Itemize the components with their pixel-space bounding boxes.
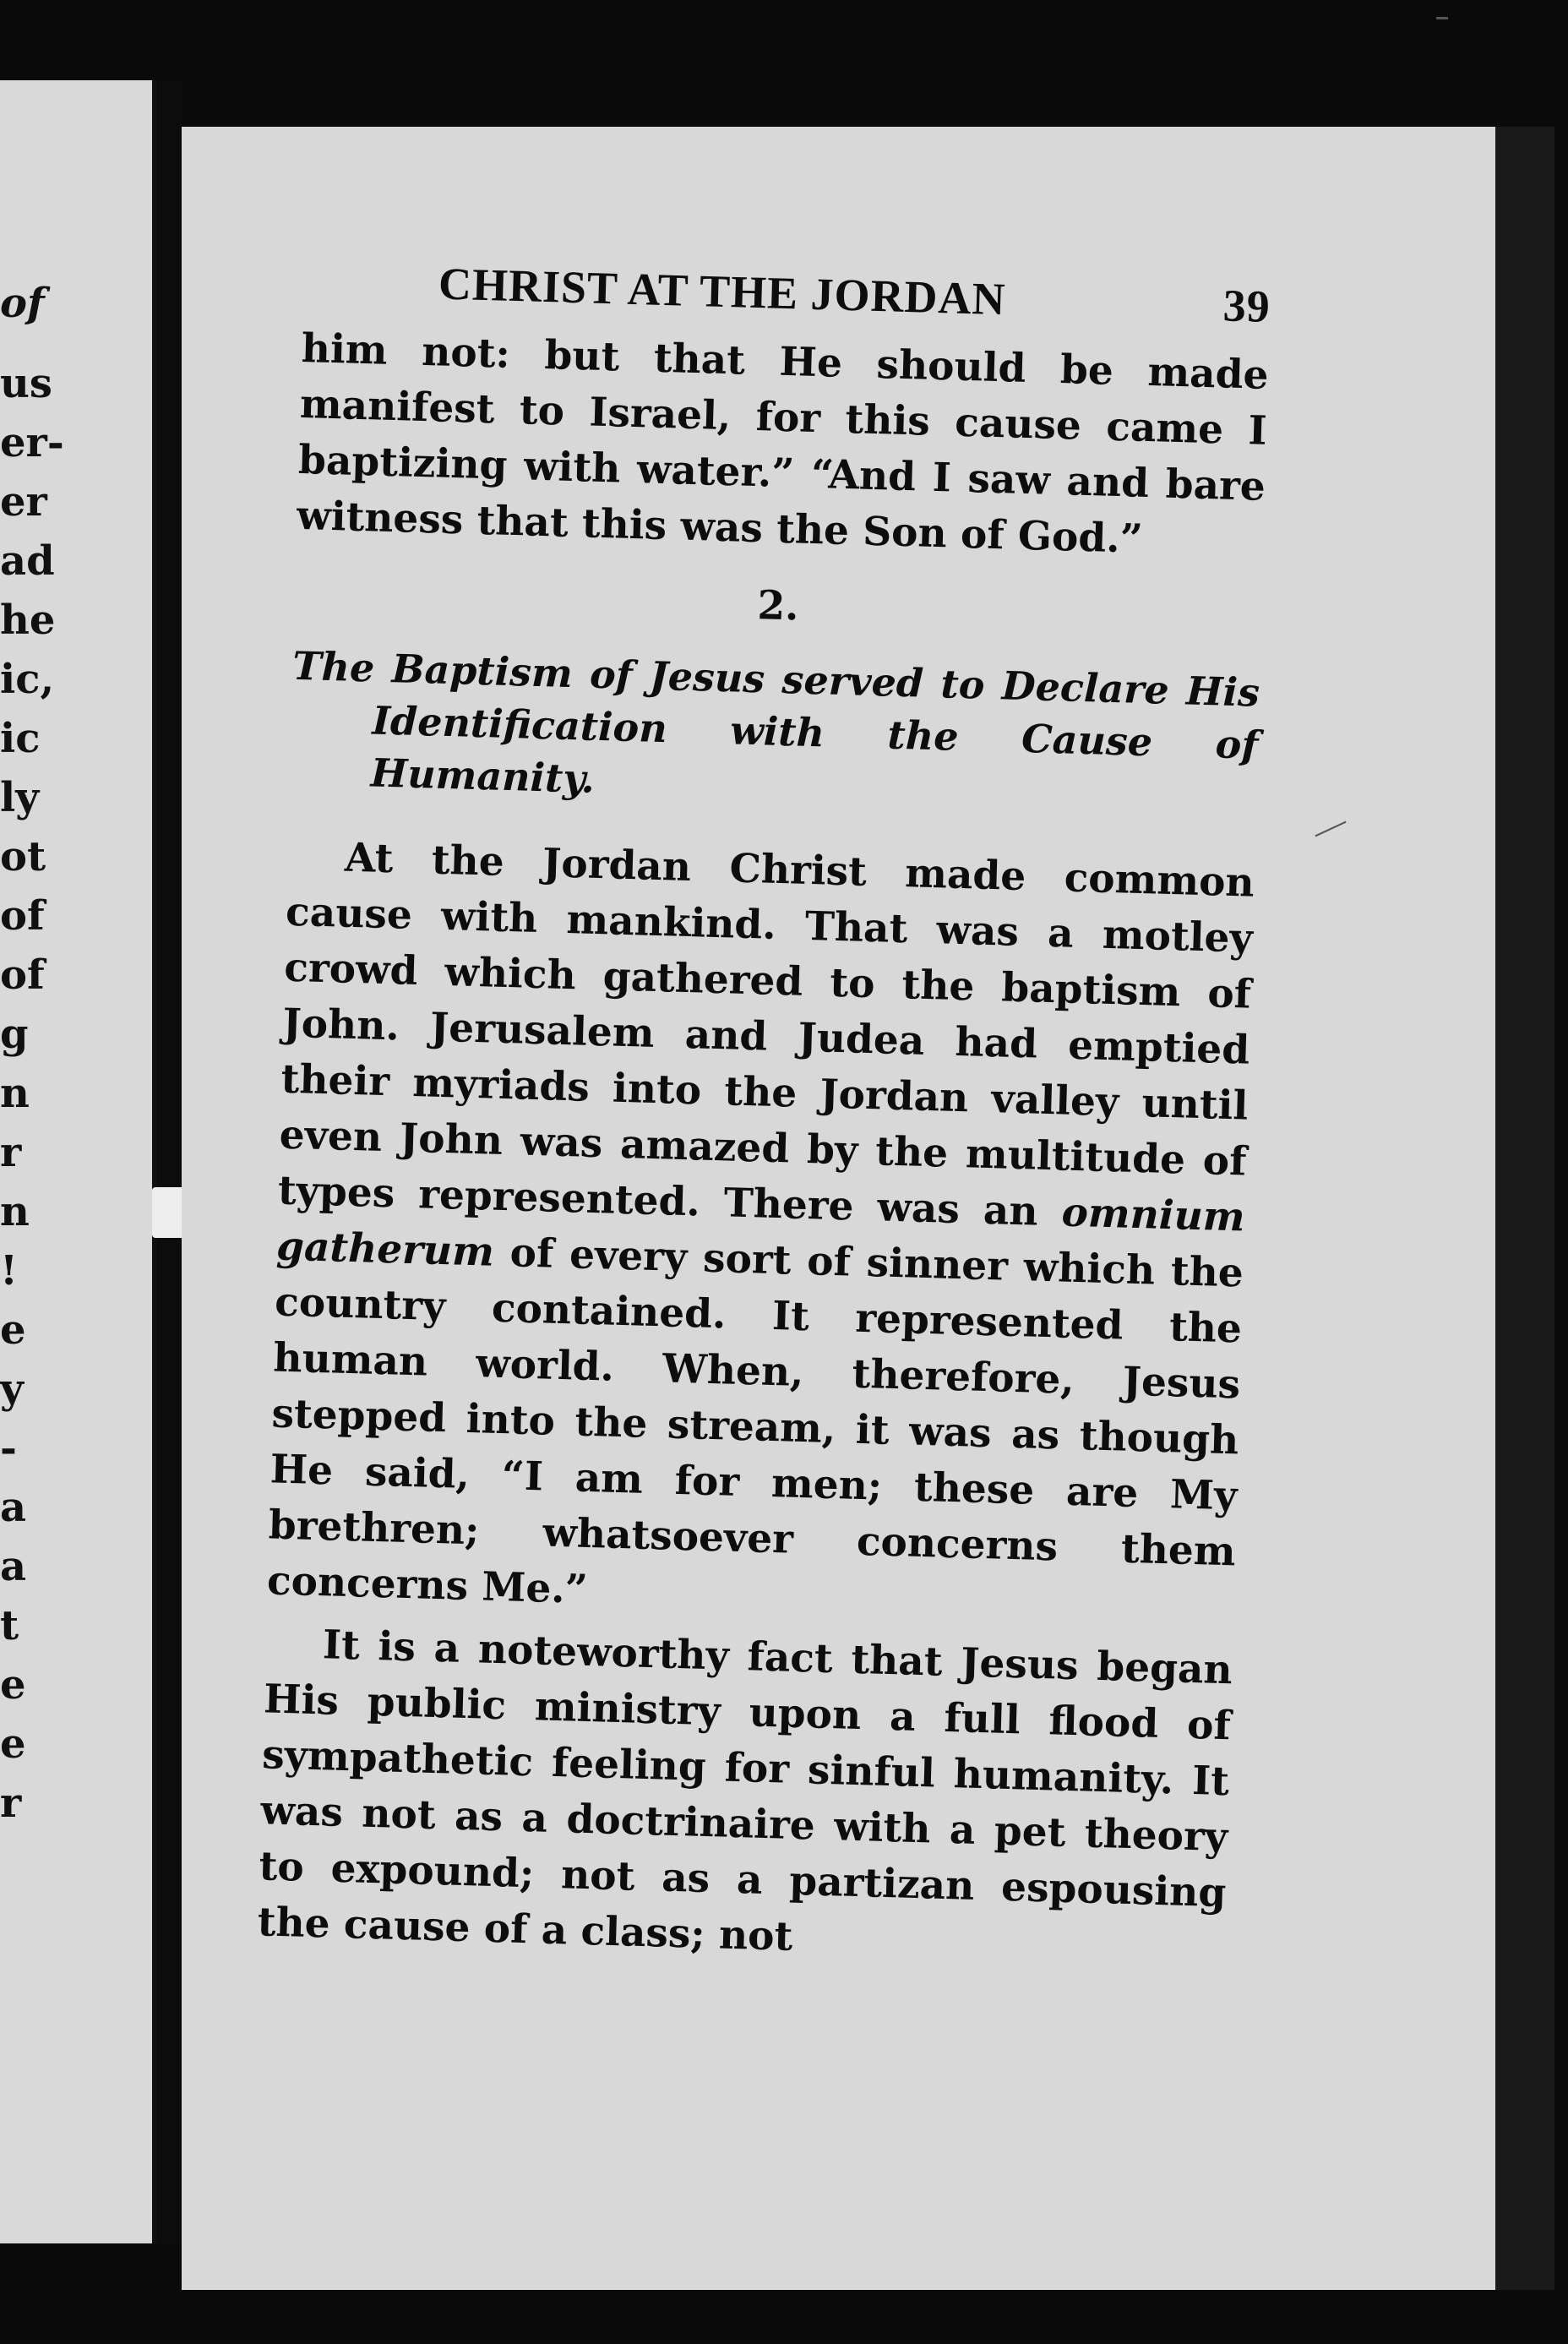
left-fragment: of [0, 892, 45, 940]
page-number: 39 [1222, 280, 1271, 332]
left-fragment: a [0, 1543, 27, 1590]
section-number: 2. [756, 582, 800, 630]
left-fragment: er- [0, 419, 64, 466]
left-fragment: us [0, 360, 52, 407]
left-fragment: e [0, 1720, 26, 1768]
paragraph-2-italic-phrase: omnium gatherum [275, 1189, 1246, 1276]
left-fragment: ic, [0, 656, 55, 703]
left-fragment: of [0, 280, 45, 327]
left-fragment: ly [0, 774, 40, 821]
left-fragment: n [0, 1188, 30, 1235]
left-fragment: y [0, 1366, 24, 1413]
left-fragment: er [0, 478, 47, 526]
left-fragment: r [0, 1129, 22, 1176]
left-fragment: ot [0, 833, 46, 880]
left-fragment: e [0, 1661, 26, 1709]
running-head [438, 257, 1271, 332]
book-gutter [156, 80, 182, 2243]
gutter-notch [152, 1187, 186, 1238]
page-edge-shadow [1495, 127, 1554, 2290]
left-fragment: - [0, 1425, 17, 1472]
paragraph-2 [266, 829, 1255, 1637]
running-head-title: CHRIST AT THE JORDAN [438, 258, 1007, 325]
left-fragment: he [0, 597, 56, 644]
paragraph-2-text-b: of every sort of sinner which the country contained. It represented the human world. When, therefore, Jesus stepped into the stream, it was as though He said, “I am for men; these are My brethren; whatsoever concerns them concerns Me.” [266, 1229, 1244, 1613]
left-fragment: n [0, 1070, 30, 1117]
left-fragment: of [0, 951, 45, 999]
left-fragment: ad [0, 537, 55, 585]
left-fragment: r [0, 1780, 22, 1827]
left-fragment: ! [0, 1247, 19, 1295]
left-fragment: ic [0, 715, 41, 762]
page-content [257, 253, 1271, 1977]
left-fragment: t [0, 1602, 19, 1649]
book-page [182, 127, 1495, 2290]
section-heading: The Baptism of Jesus served to Declare His Identification with the Cause of Humanity. [291, 642, 1260, 802]
left-fragment: g [0, 1011, 29, 1058]
paragraph-2-text-a: At the Jordan Christ made common cause with mankind. That was a motley crowd which gathered to the baptism of John. Jerusalem and Judea had emptied their myriads into the Jordan valley until even John was amazed by the multitude of types represented. There was an [277, 834, 1255, 1235]
left-fragment: e [0, 1306, 26, 1354]
left-fragment: a [0, 1484, 27, 1531]
left-page-fragment [0, 80, 156, 2243]
paragraph-1: him not: but that He should be made manifest to Israel, for this cause came I baptizing with water.” “And I saw and bare witness that this was the Son of God.” [296, 324, 1270, 563]
scan-speck [1436, 17, 1448, 19]
paragraph-3: It is a noteworthy fact that Jesus began His public ministry upon a full flood of sympathetic feeling for sinful humanity. It was not as a doctrinaire with a pet theory to expound; not as a partizan espousing the cause of a class; not [257, 1622, 1233, 1960]
